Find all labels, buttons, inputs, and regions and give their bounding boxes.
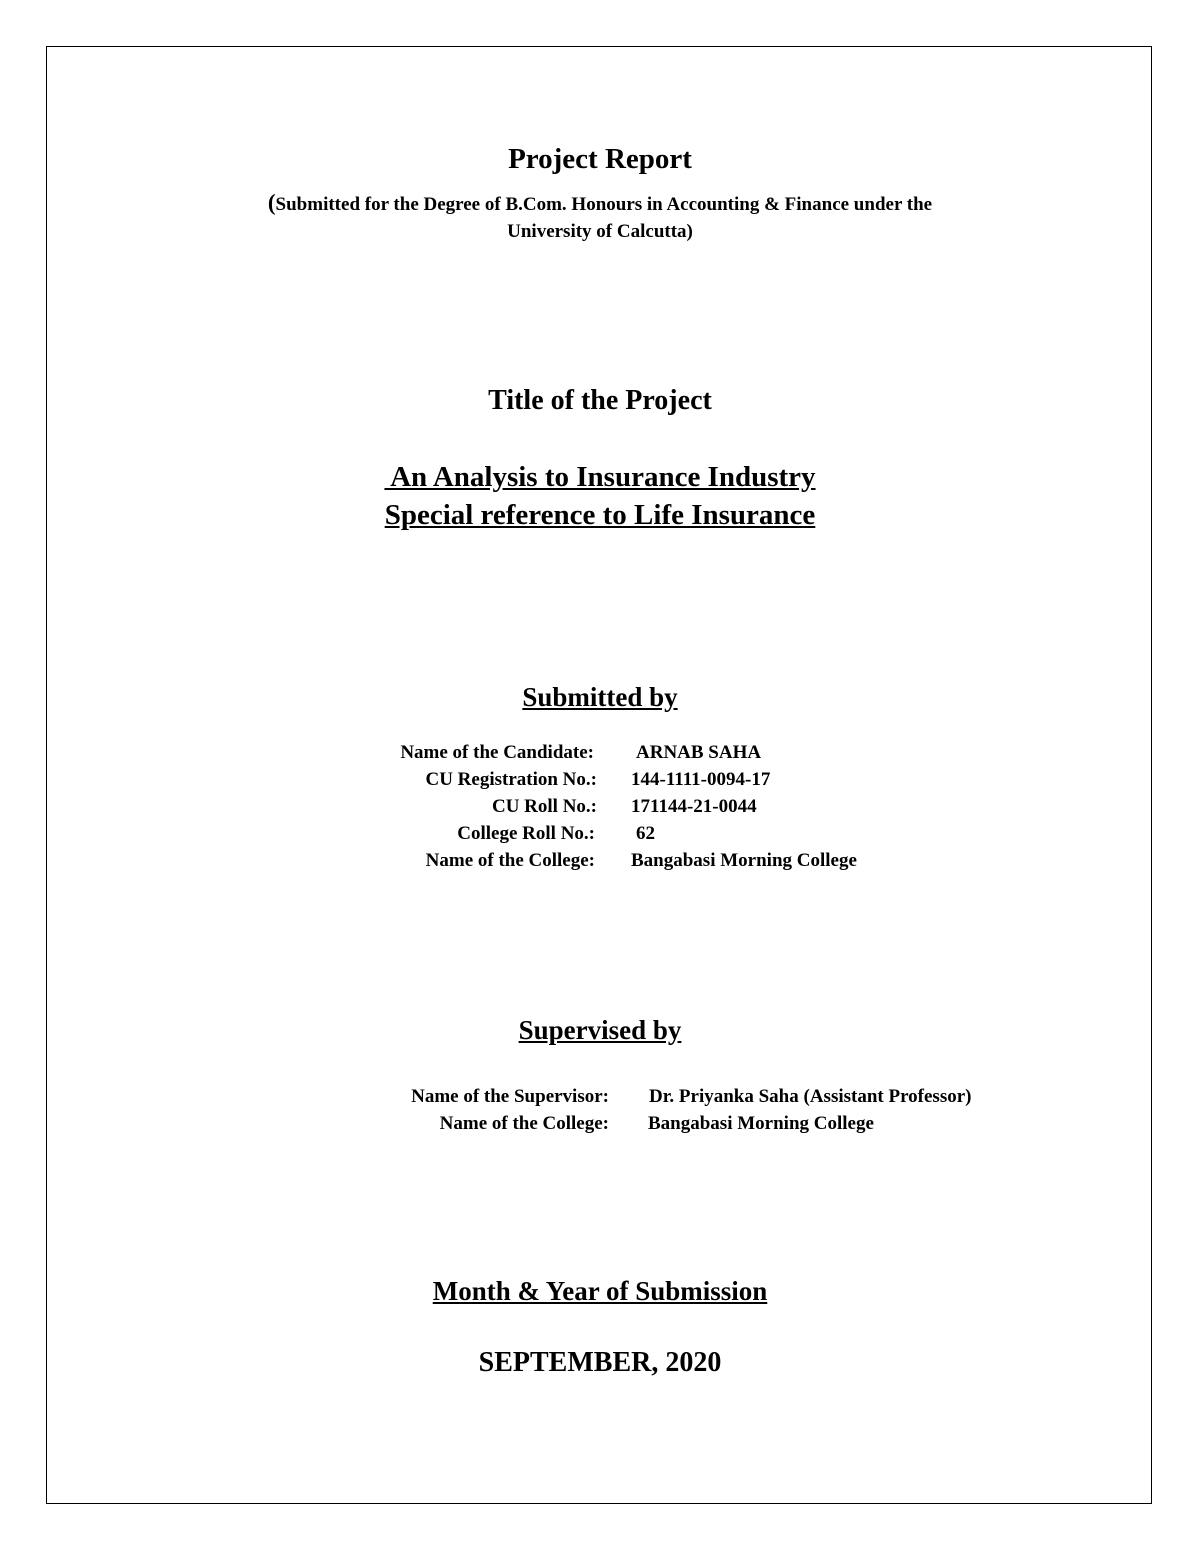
submission-date: SEPTEMBER, 2020	[478, 1347, 722, 1378]
field-value: 62	[636, 823, 655, 844]
supervisor-name-row	[0, 1086, 1200, 1113]
project-title-line-2: Special reference to Life Insurance	[384, 499, 816, 531]
field-label: Name of the College:	[439, 1113, 609, 1134]
project-title	[0, 458, 1200, 534]
field-value: 144-1111-0094-17	[631, 769, 771, 790]
field-value: Bangabasi Morning College	[648, 1113, 874, 1134]
field-label: CU Roll No.:	[491, 796, 597, 817]
submission-heading: Month & Year of Submission	[432, 1276, 768, 1306]
college-roll-row	[0, 823, 1200, 850]
subtitle-line-1: Submitted for the Degree of B.Com. Honours in Accounting & Finance under the	[275, 194, 933, 215]
college-name-row	[0, 850, 1200, 877]
supervised-by-heading: Supervised by	[518, 1015, 682, 1045]
field-value: 171144-21-0044	[631, 796, 757, 817]
field-label: CU Registration No.:	[425, 769, 597, 790]
project-title-line-1: An Analysis to Insurance Industry	[384, 461, 816, 493]
field-value: ARNAB SAHA	[636, 742, 762, 763]
field-label: Name of the Supervisor:	[411, 1086, 609, 1107]
supervisor-college-row	[0, 1113, 1200, 1140]
field-label: Name of the College:	[425, 850, 595, 871]
candidate-name-row	[0, 742, 1200, 769]
roll-row	[0, 796, 1200, 823]
registration-row	[0, 769, 1200, 796]
report-subtitle	[150, 189, 1050, 245]
field-label: College Roll No.:	[457, 823, 595, 844]
project-heading: Title of the Project	[488, 385, 712, 416]
submitted-by-heading: Submitted by	[522, 682, 678, 712]
subtitle-open-paren: (	[267, 190, 276, 215]
field-value: Dr. Priyanka Saha (Assistant Professor)	[649, 1086, 972, 1107]
field-label: Name of the Candidate:	[400, 742, 594, 763]
subtitle-line-2: University of Calcutta)	[507, 221, 693, 242]
report-title: Project Report	[508, 143, 692, 175]
field-value: Bangabasi Morning College	[631, 850, 857, 871]
